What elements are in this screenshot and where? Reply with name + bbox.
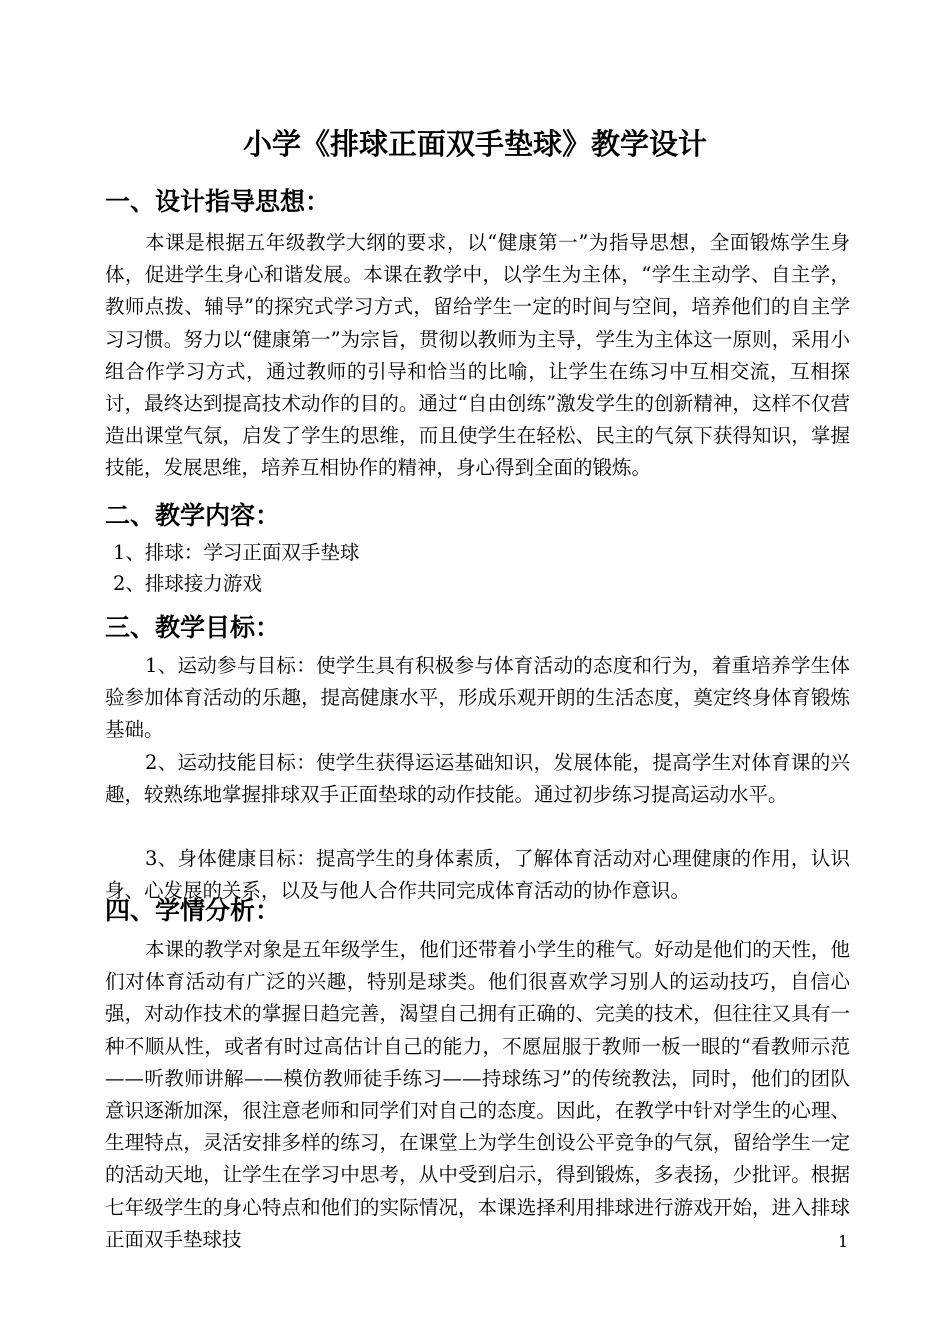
section-heading-guiding-idea: 一、设计指导思想： — [105, 187, 331, 216]
section-heading-teaching-content: 二、教学内容： — [105, 501, 281, 530]
paragraph-guiding-idea: 本课是根据五年级教学大纲的要求，以“健康第一”为指导思想，全面锻炼学生身体，促进学生身心和谐发展。本课在教学中，以学生为主体，“学生主动学、自主学，教师点拨、辅导”的探究式学习方式，留给学生一定的时间与空间，培养他们的自主学习习惯。努力以“健康第一”为宗旨，贯彻以教师为主导，学生为主体这一原则，采用小组合作学习方式，通过教师的引导和恰当的比喻，让学生在练习中互相交流，互相探讨，最终达到提高技术动作的目的。通过“自由创练”激发学生的创新精神，这样不仅营造出课堂气氛，启发了学生的思维，而且使学生在轻松、民主的气氛下获得知识，掌握技能，发展思维，培养互相协作的精神，身心得到全面的锻炼。 — [105, 231, 850, 480]
section-heading-teaching-goals: 三、教学目标： — [105, 613, 281, 642]
page-title: 小学《排球正面双手垫球》教学设计 — [242, 127, 707, 161]
list-item-content-2: 2、排球接力游戏 — [113, 572, 262, 595]
paragraph-goal-skills: 2、运动技能目标：使学生获得运运基础知识，发展体能，提高学生对体育课的兴趣，较熟练地掌握排球双手正面垫球的动作技能。通过初步练习提高运动水平。 — [105, 751, 850, 807]
list-item-content-1: 1、排球：学习正面双手垫球 — [113, 541, 360, 564]
section-heading-student-analysis: 四、学情分析： — [105, 896, 281, 925]
paragraph-goal-participation: 1、运动参与目标：使学生具有积极参与体育活动的态度和行为，着重培养学生体验参加体育活动的乐趣，提高健康水平，形成乐观开朗的生活态度，奠定终身体育锻炼基础。 — [105, 654, 850, 742]
paragraph-goal-health: 3、身体健康目标：提高学生的身体素质，了解体育活动对心理健康的作用，认识身、心发展的关系，以及与他人合作共同完成体育活动的协作意识。 — [105, 847, 850, 903]
page-number: 1 — [838, 1232, 849, 1251]
paragraph-student-analysis: 本课的教学对象是五年级学生，他们还带着小学生的稚气。好动是他们的天性，他们对体育活动有广泛的兴趣，特别是球类。他们很喜欢学习别人的运动技巧，自信心强，对动作技术的掌握日趋完善，渴望自己拥有正确的、完美的技术，但往往又具有一种不顺从性，或者有时过高估计自己的能力，不愿屈服于教师一板一眼的“看教师示范——听教师讲解——模仿教师徒手练习——持球练习”的传统教法，同时，他们的团队意识逐渐加深，很注意老师和同学们对自己的态度。因此，在教学中针对学生的心理、生理特点，灵活安排多样的练习，在课堂上为学生创设公平竞争的气氛，留给学生一定的活动天地，让学生在学习中思考，从中受到启示，得到锻炼，多表扬，少批评。根据七年级学生的身心特点和他们的实际情况，本课选择利用排球进行游戏开始，进入排球正面双手垫球技 — [105, 938, 850, 1251]
